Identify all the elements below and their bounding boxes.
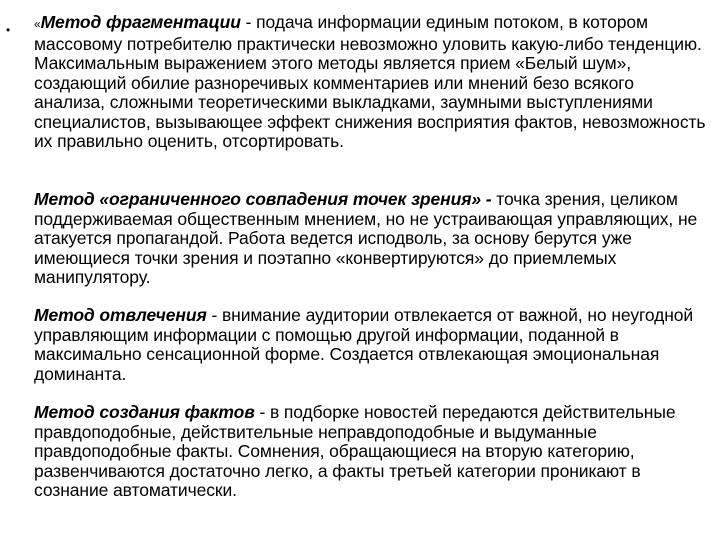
paragraph-limited-coincidence-method (34, 190, 706, 288)
definition-text: - подача информации единым потоком, в котором массовому потребителю практически невозможно уловить какую-либо тенденцию. Максимальным выражением этого методы является прием «Белый шум», создающий обилие разноречивых комментариев или мнений безо всякого анализа, сложными теоретическими выкладками, заумными выступлениями специалистов, вызывающее эффект снижения восприятия фактов, невозможность их правильно оценить, отсортировать. (34, 12, 706, 151)
paragraph-distraction-method (34, 306, 706, 384)
term-distraction-method: Метод отвлечения (34, 305, 212, 325)
term-fragmentation-method: Метод фрагментации (40, 12, 246, 32)
definition-text: точка зрения, целиком поддерживаемая общественным мнением, но не устраивающая управляющих, не атакуется пропагандой. Работа ведется исподволь, за основу берутся уже имеющиеся точки зрения и поэтапно «конвертируются» до приемлемых манипулятору. (34, 189, 698, 287)
paragraph-fragmentation-method (34, 13, 706, 152)
definition-text: - внимание аудитории отвлекается от важной, но неугодной управляющим информации с помощью другой информации, поданной в максимально сенсационной форме. Создается отвлекающая эмоциональная доминанта. (34, 305, 694, 384)
term-fact-creation-method: Метод создания фактов (34, 402, 260, 422)
opening-quote: « (34, 17, 41, 31)
term-limited-coincidence-method: Метод «ограниченного совпадения точек зрения» - (34, 189, 492, 209)
bullet-marker: • (6, 23, 11, 37)
definition-text: - в подборке новостей передаются действительные правдоподобные, действительные неправдоподобные и выдуманные правдоподобные факты. Сомнения, обращающиеся на вторую категорию, развенчиваются достаточно легко, а факты третьей категории проникают в сознание автоматически. (34, 402, 676, 500)
paragraph-fact-creation-method (34, 403, 706, 501)
